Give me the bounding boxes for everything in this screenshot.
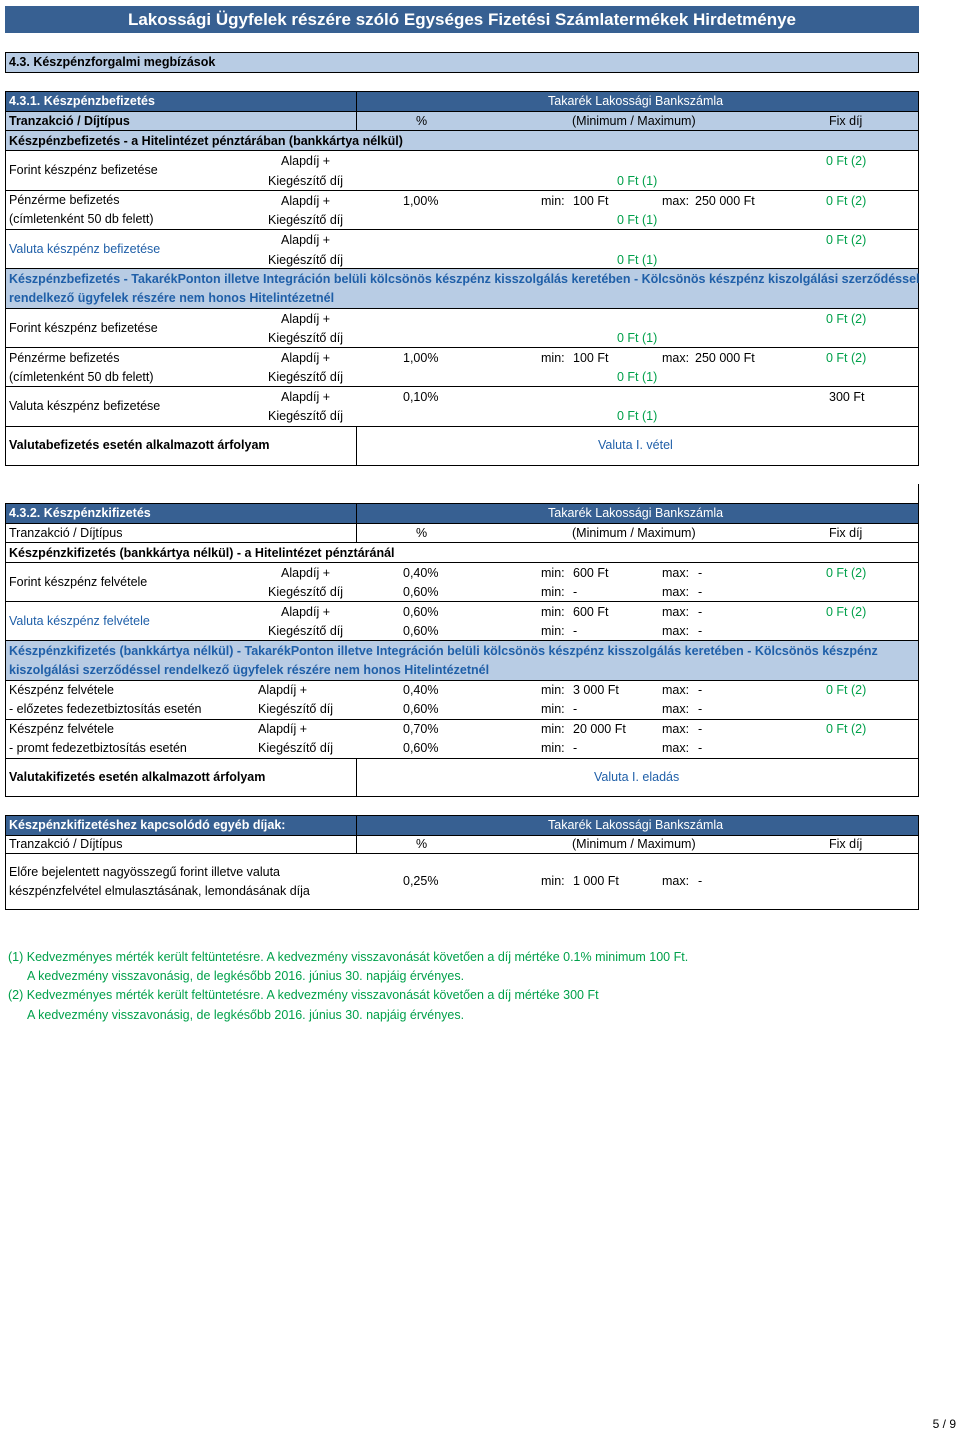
min-value: - xyxy=(573,624,578,638)
forint-befizetes-label: Forint készpénz befizetése xyxy=(9,163,158,177)
fix-fee-value: 0 Ft (2) xyxy=(826,351,867,365)
penzerme-min: 100 Ft xyxy=(573,351,609,365)
penzerme-percent: 1,00% xyxy=(403,194,439,208)
max-value: - xyxy=(698,605,703,619)
kiegeszito-label: Kiegészítő díj xyxy=(268,174,344,188)
kieg-fee-value: 0 Ft (1) xyxy=(617,370,658,384)
max-label: max: xyxy=(662,702,690,716)
kiegeszito-label: Kiegészítő díj xyxy=(268,624,344,638)
kieg-fee-value: 0 Ft (1) xyxy=(617,253,658,267)
valuta-alap-min: 600 Ft xyxy=(573,605,609,619)
other-fees-title: Készpénzkifizetéshez kapcsolódó egyéb díjak: xyxy=(9,818,286,832)
footnote-2-line2: A kedvezmény visszavonásig, de legkésőbb 2016. június 30. napjáig érvényes. xyxy=(27,1008,465,1022)
min-label: min: xyxy=(541,351,565,365)
page-number: 5 / 9 xyxy=(932,1417,956,1431)
other-fee-percent: 0,25% xyxy=(403,874,439,888)
fix-fee-value: 0 Ft (2) xyxy=(826,154,867,168)
penzerme-percent: 1,00% xyxy=(403,351,439,365)
percent-header: % xyxy=(416,837,428,851)
forint-befizetes-label: Forint készpénz befizetése xyxy=(9,321,158,335)
fixdij-header: Fix díj xyxy=(829,114,863,128)
max-value: - xyxy=(698,683,703,697)
kiegeszito-label: Kiegészítő díj xyxy=(268,409,344,423)
fix-fee-value: 0 Ft (2) xyxy=(826,605,867,619)
other-fee-row-line2: készpénzfelvétel elmulasztásának, lemondásának díja xyxy=(9,884,310,898)
arfolyam-value: Valuta I. vétel xyxy=(598,438,673,452)
min-label: min: xyxy=(541,722,565,736)
kiegeszito-label: Kiegészítő díj xyxy=(268,331,344,345)
alapdij-label: Alapdíj + xyxy=(258,683,307,697)
max-label: max: xyxy=(662,194,690,208)
kp-felvetel-2-sublabel: - promt fedezetbiztosítás esetén xyxy=(9,741,187,755)
min-label: min: xyxy=(541,624,565,638)
valuta-befizetes-label: Valuta készpénz befizetése xyxy=(9,399,161,413)
penzerme-label-1: Pénzérme befizetés xyxy=(9,193,120,207)
kp2-alap-percent: 0,70% xyxy=(403,722,439,736)
min-value: - xyxy=(573,702,578,716)
alapdij-label: Alapdíj + xyxy=(281,351,330,365)
kiegeszito-label: Kiegészítő díj xyxy=(268,253,344,267)
footnote-1-line1: (1) Kedvezményes mérték került feltüntetésre. A kedvezmény visszavonását követően a díj mértéke 0.1% minimum 100 Ft. xyxy=(8,950,689,964)
min-label: min: xyxy=(541,566,565,580)
max-label: max: xyxy=(662,683,690,697)
valuta-befizetes-label: Valuta készpénz befizetése xyxy=(9,242,161,256)
kp1-alap-min: 3 000 Ft xyxy=(573,683,619,697)
subheader-penztar: Készpénzbefizetés - a Hitelintézet pénztárában (bankkártya nélkül) xyxy=(9,134,403,148)
footnote-2-line1: (2) Kedvezményes mérték került feltüntetésre. A kedvezmény visszavonását követően a díj mértéke 300 Ft xyxy=(8,988,599,1002)
max-label: max: xyxy=(662,351,690,365)
fix-fee-value: 0 Ft (2) xyxy=(826,194,867,208)
kieg-fee-value: 0 Ft (1) xyxy=(617,174,658,188)
max-label: max: xyxy=(662,741,690,755)
other-fee-max: - xyxy=(698,874,703,888)
min-label: min: xyxy=(541,702,565,716)
kieg-fee-value: 0 Ft (1) xyxy=(617,213,658,227)
account-column-header: Takarék Lakossági Bankszámla xyxy=(548,506,724,520)
alapdij-label: Alapdíj + xyxy=(281,390,330,404)
max-label: max: xyxy=(662,722,690,736)
kp2-alap-min: 20 000 Ft xyxy=(573,722,626,736)
fix-fee-value: 0 Ft (2) xyxy=(826,233,867,247)
minmax-header: (Minimum / Maximum) xyxy=(572,114,696,128)
penzerme-label-1: Pénzérme befizetés xyxy=(9,351,120,365)
penzerme-min: 100 Ft xyxy=(573,194,609,208)
subheader-takarekponton-line1: Készpénzkifizetés (bankkártya nélkül) - TakarékPonton illetve Integráción belüli kölcsönös készpénz kisszolgálás keretében - Kölcsönös készpénz xyxy=(9,644,878,658)
max-label: max: xyxy=(662,624,690,638)
other-fee-min: 1 000 Ft xyxy=(573,874,619,888)
penzerme-label-2: (címletenként 50 db felett) xyxy=(9,212,154,226)
penzerme-max: 250 000 Ft xyxy=(695,194,755,208)
alapdij-label: Alapdíj + xyxy=(281,233,330,247)
alapdij-label: Alapdíj + xyxy=(258,722,307,736)
alapdij-label: Alapdíj + xyxy=(281,312,330,326)
max-label: max: xyxy=(662,605,690,619)
min-label: min: xyxy=(541,683,565,697)
min-label: min: xyxy=(541,874,565,888)
min-label: min: xyxy=(541,605,565,619)
kiegeszito-label: Kiegészítő díj xyxy=(268,213,344,227)
max-value: - xyxy=(698,566,703,580)
valuta-percent: 0,10% xyxy=(403,390,439,404)
kiegeszito-label: Kiegészítő díj xyxy=(268,585,344,599)
fixdij-header: Fix díj xyxy=(829,526,863,540)
section-4-3-2-title: 4.3.2. Készpénzkifizetés xyxy=(9,506,151,520)
max-value: - xyxy=(698,741,703,755)
min-value: - xyxy=(573,585,578,599)
max-label: max: xyxy=(662,566,690,580)
subheader-takarekponton-line2: kiszolgálási szerződéssel rendelkező ügyfelek részére nem honos Hitelintézetnél xyxy=(9,663,490,677)
alapdij-label: Alapdíj + xyxy=(281,154,330,168)
account-column-header: Takarék Lakossági Bankszámla xyxy=(548,818,724,832)
footnote-1-line2: A kedvezmény visszavonásig, de legkésőbb 2016. június 30. napjáig érvényes. xyxy=(27,969,465,983)
penzerme-label-2: (címletenként 50 db felett) xyxy=(9,370,154,384)
kp1-kieg-percent: 0,60% xyxy=(403,702,439,716)
column-header-row xyxy=(6,111,918,130)
other-fee-row-line1: Előre bejelentett nagyösszegű forint illetve valuta xyxy=(9,865,280,879)
kiegeszito-label: Kiegészítő díj xyxy=(258,702,334,716)
kp-felvetel-1-sublabel: - előzetes fedezetbiztosítás esetén xyxy=(9,702,202,716)
minmax-header: (Minimum / Maximum) xyxy=(572,837,696,851)
valuta-fix-fee: 300 Ft xyxy=(829,390,865,404)
arfolyam-value: Valuta I. eladás xyxy=(594,770,680,784)
subheader-takarekponton-line1: Készpénzbefizetés - TakarékPonton illetve Integráción belüli kölcsönös készpénz kisszolgálás keretében - Kölcsönös készpénz kiszolgálási szerződéssel xyxy=(9,272,920,286)
section-4-3-heading: 4.3. Készpénzforgalmi megbízások xyxy=(9,55,216,69)
tranzakcio-header: Tranzakció / Díjtípus xyxy=(9,114,130,128)
valuta-felvetel-label: Valuta készpénz felvétele xyxy=(9,614,150,628)
arfolyam-label: Valutabefizetés esetén alkalmazott árfolyam xyxy=(9,438,270,452)
minmax-header: (Minimum / Maximum) xyxy=(572,526,696,540)
kiegeszito-label: Kiegészítő díj xyxy=(268,370,344,384)
fix-fee-value: 0 Ft (2) xyxy=(826,722,867,736)
kp-felvetel-1-label: Készpénz felvétele xyxy=(9,683,114,697)
fix-fee-value: 0 Ft (2) xyxy=(826,566,867,580)
valuta-alap-percent: 0,60% xyxy=(403,605,439,619)
alapdij-label: Alapdíj + xyxy=(281,605,330,619)
forint-felvetel-label: Forint készpénz felvétele xyxy=(9,575,148,589)
fix-fee-value: 0 Ft (2) xyxy=(826,683,867,697)
max-value: - xyxy=(698,585,703,599)
min-label: min: xyxy=(541,741,565,755)
kp1-alap-percent: 0,40% xyxy=(403,683,439,697)
tranzakcio-header: Tranzakció / Díjtípus xyxy=(9,526,123,540)
forint-alap-percent: 0,40% xyxy=(403,566,439,580)
max-value: - xyxy=(698,624,703,638)
document-banner: Lakossági Ügyfelek részére szóló Egységes Fizetési Számlatermékek Hirdetménye xyxy=(5,6,919,33)
valuta-kieg-percent: 0,60% xyxy=(403,624,439,638)
alapdij-label: Alapdíj + xyxy=(281,566,330,580)
fix-fee-value: 0 Ft (2) xyxy=(826,312,867,326)
min-label: min: xyxy=(541,585,565,599)
account-column-header: Takarék Lakossági Bankszámla xyxy=(548,94,724,108)
kp-felvetel-2-label: Készpénz felvétele xyxy=(9,722,114,736)
percent-header: % xyxy=(416,526,428,540)
max-label: max: xyxy=(662,585,690,599)
min-label: min: xyxy=(541,194,565,208)
fixdij-header: Fix díj xyxy=(829,837,863,851)
alapdij-label: Alapdíj + xyxy=(281,194,330,208)
kp2-kieg-percent: 0,60% xyxy=(403,741,439,755)
max-value: - xyxy=(698,722,703,736)
penzerme-max: 250 000 Ft xyxy=(695,351,755,365)
subheader-takarekponton-line2: rendelkező ügyfelek részére nem honos Hitelintézetnél xyxy=(9,291,335,305)
subheader-penztar: Készpénzkifizetés (bankkártya nélkül) - a Hitelintézet pénztáránál xyxy=(9,546,395,560)
max-label: max: xyxy=(662,874,690,888)
min-value: - xyxy=(573,741,578,755)
max-value: - xyxy=(698,702,703,716)
kiegeszito-label: Kiegészítő díj xyxy=(258,741,334,755)
forint-alap-min: 600 Ft xyxy=(573,566,609,580)
tranzakcio-header: Tranzakció / Díjtípus xyxy=(9,837,123,851)
forint-kieg-percent: 0,60% xyxy=(403,585,439,599)
percent-header: % xyxy=(416,114,428,128)
kieg-fee-value: 0 Ft (1) xyxy=(617,331,658,345)
arfolyam-label: Valutakifizetés esetén alkalmazott árfolyam xyxy=(9,770,266,784)
kieg-fee-value: 0 Ft (1) xyxy=(617,409,658,423)
section-4-3-1-title: 4.3.1. Készpénzbefizetés xyxy=(9,94,155,108)
